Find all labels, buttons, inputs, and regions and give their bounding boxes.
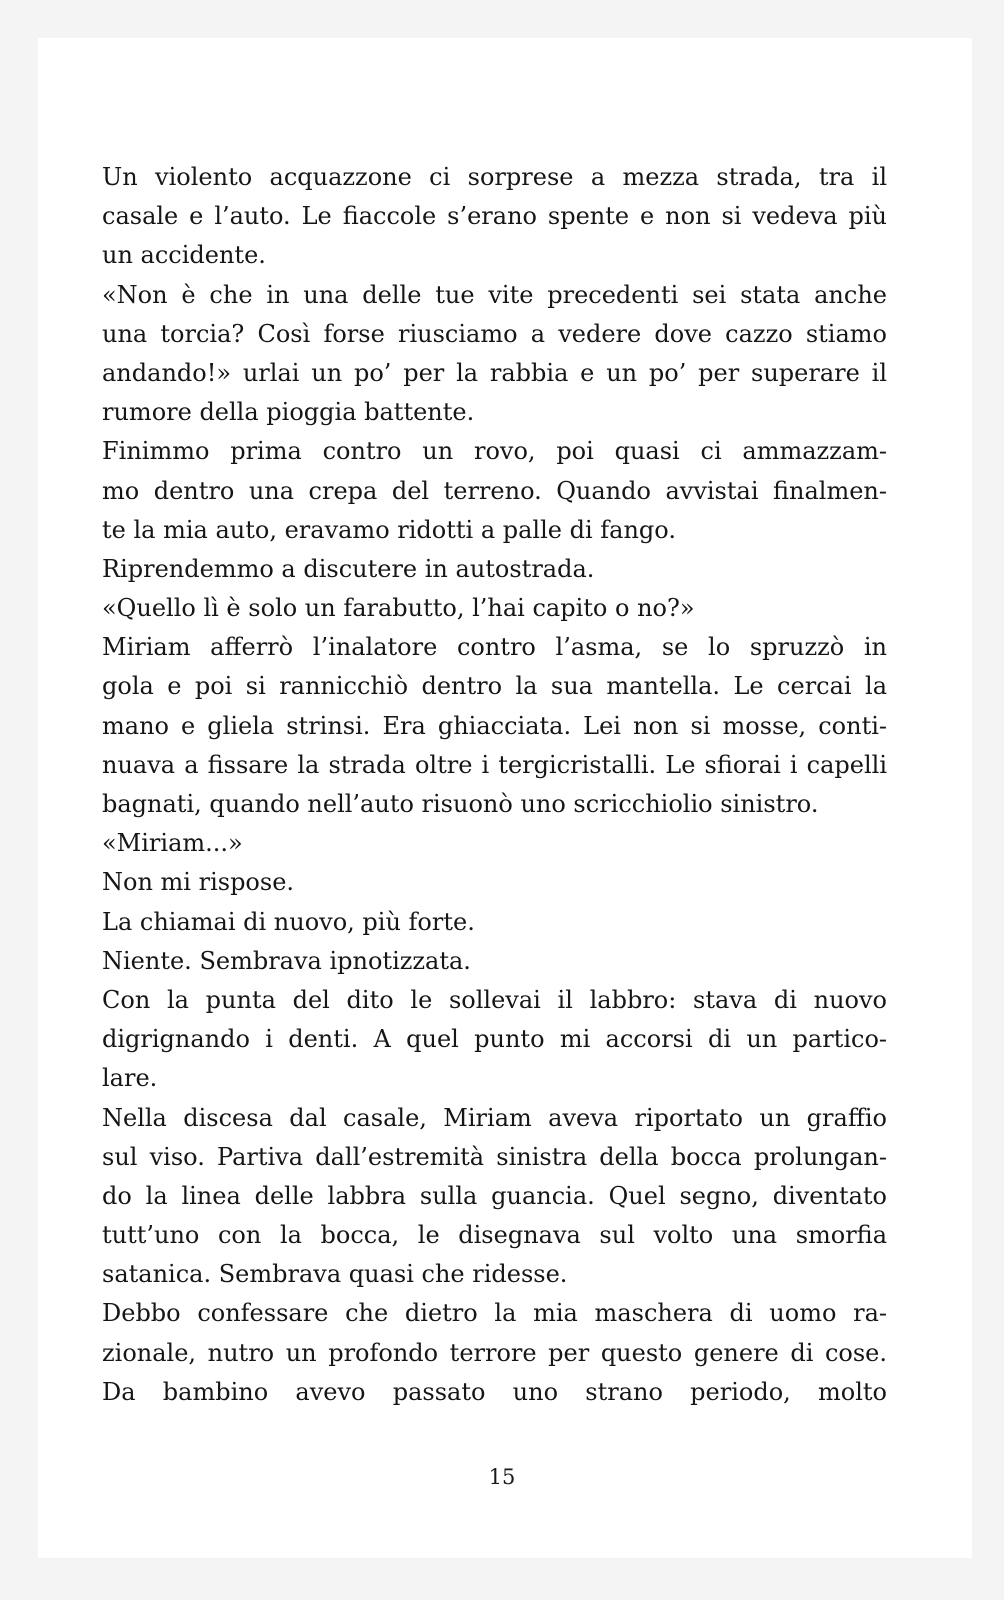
- text-line: casale e l’auto. Le fiaccole s’erano spente e non si vedeva più: [102, 202, 887, 231]
- text-line: lare.: [102, 1064, 158, 1093]
- text-line: do la linea delle labbra sulla guancia. Quel segno, diventato: [102, 1181, 887, 1210]
- text-line: andando!» urlai un po’ per la rabbia e un po’ per superare il: [102, 358, 887, 387]
- text-line: Niente. Sembrava ipnotizzata.: [102, 946, 471, 975]
- text-line: te la mia auto, eravamo ridotti a palle di fango.: [102, 515, 676, 544]
- text-line: Riprendemmo a discutere in autostrada.: [102, 554, 595, 583]
- text-line: «Quello lì è solo un farabutto, l’hai capito o no?»: [102, 594, 695, 623]
- text-line: zionale, nutro un profondo terrore per questo genere di cose.: [102, 1338, 887, 1367]
- text-line: Da bambino avevo passato uno strano periodo, molto: [102, 1377, 887, 1406]
- text-line: Con la punta del dito le sollevai il labbro: stava di nuovo: [102, 985, 887, 1014]
- body-text: [102, 158, 887, 1412]
- text-line: La chiamai di nuovo, più forte.: [102, 907, 475, 936]
- text-line: Non mi rispose.: [102, 868, 295, 897]
- text-line: Un violento acquazzone ci sorprese a mezza strada, tra il: [102, 163, 887, 191]
- text-line: satanica. Sembrava quasi che ridesse.: [102, 1260, 568, 1289]
- text-line: sul viso. Partiva dall’estremità sinistra della bocca prolungan-: [102, 1142, 887, 1171]
- text-line: un accidente.: [102, 241, 266, 270]
- text-line: mano e gliela strinsi. Era ghiacciata. Lei non si mosse, conti-: [102, 711, 887, 740]
- text-line: «Non è che in una delle tue vite precedenti sei stata anche: [102, 280, 887, 309]
- text-line: digrignando i denti. A quel punto mi accorsi di un partico-: [102, 1025, 887, 1054]
- text-line: Miriam afferrò l’inalatore contro l’asma, se lo spruzzò in: [102, 633, 887, 662]
- text-line: gola e poi si rannicchiò dentro la sua mantella. Le cercai la: [102, 672, 887, 701]
- text-line: mo dentro una crepa del terreno. Quando avvistai finalmen-: [102, 476, 887, 505]
- text-line: nuava a fissare la strada oltre i tergicristalli. Le sfiorai i capelli: [102, 750, 887, 779]
- text-line: bagnati, quando nell’auto risuonò uno scricchiolio sinistro.: [102, 790, 819, 818]
- text-line: rumore della pioggia battente.: [102, 398, 475, 427]
- text-line: una torcia? Così forse riusciamo a vedere dove cazzo stiamo: [102, 319, 887, 348]
- text-line: Nella discesa dal casale, Miriam aveva riportato un graffio: [102, 1103, 887, 1132]
- text-line: «Miriam...»: [102, 829, 243, 858]
- text-line: Debbo confessare che dietro la mia maschera di uomo ra-: [102, 1299, 887, 1328]
- page-number: 15: [488, 1465, 516, 1489]
- text-line: tutt’uno con la bocca, le disegnava sul volto una smorfia: [102, 1221, 887, 1250]
- text-line: Finimmo prima contro un rovo, poi quasi ci ammazzam-: [102, 437, 887, 466]
